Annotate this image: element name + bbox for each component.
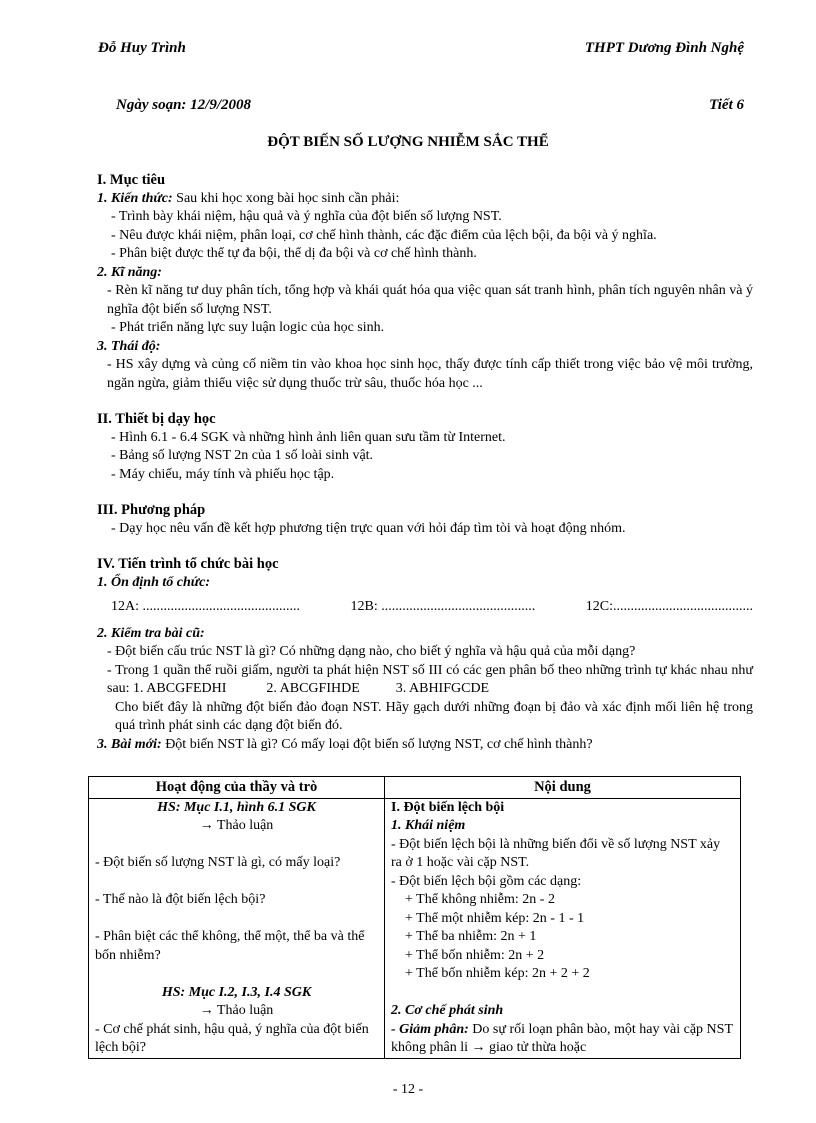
form-item: + Thể bốn nhiễm kép: 2n + 2 + 2 (405, 966, 590, 981)
table-row (89, 798, 741, 1058)
sequence-3: 3. ABHIFGCDE (395, 681, 490, 696)
method-item: - Dạy học nêu vấn đề kết hợp phương tiện trực quan với hỏi đáp tìm tòi và hoạt động nhóm. (111, 520, 626, 536)
content-heading: I. Đột biến lệch bội (391, 799, 505, 815)
section-process-heading: IV. Tiến trình tổ chức bài học (97, 556, 279, 572)
header-school: THPT Dương Đình Nghệ (584, 40, 744, 56)
knowledge-item: - Phân biệt được thể tự đa bội, thể dị đa bội và cơ chế hình thành. (111, 246, 477, 261)
class-attendance (97, 598, 753, 617)
knowledge-item: - Nêu được khái niệm, phân loại, cơ chế hình thành, các đặc điểm của lệch bội, đa bội và ý nghĩa. (111, 227, 657, 243)
question-3: - Phân biệt các thể không, thể một, thể ba và thể bốn nhiễm? (95, 929, 365, 963)
class-12a: 12A: ............................................. (111, 599, 300, 614)
hs-instruction-2: HS: Mục I.2, I.3, I.4 SGK (161, 984, 312, 1000)
section-objectives-heading: I. Mục tiêu (97, 172, 166, 188)
activities-cell (89, 798, 385, 1058)
equipment-item: - Hình 6.1 - 6.4 SGK và những hình ảnh liên quan sưu tầm từ Internet. (111, 429, 506, 445)
check-question-1: - Đột biến cấu trúc NST là gì? Có những dạng nào, cho biết ý nghĩa và hậu quả của mỗi dạng? (107, 644, 636, 659)
equipment-item: - Máy chiếu, máy tính và phiếu học tập. (111, 466, 335, 482)
new-lesson-line: 3. Bài mới: Đột biến NST là gì? Có mấy loại đột biến số lượng NST, cơ chế hình thành? (97, 736, 593, 752)
question-1: - Đột biến số lượng NST là gì, có mấy loại? (95, 855, 341, 870)
skills-item: - Phát triển năng lực suy luận logic của học sinh. (111, 320, 385, 335)
content-cell (385, 798, 741, 1058)
check-question-2: - Trong 1 quần thể ruồi giấm, người ta phát hiện NST số III có các gen phân bố theo những trình tự khác nhau như sau: 1. ABCGFEDHI 2. ABCGFIHDE 3. ABHIFGCDE (97, 662, 753, 699)
class-12b: 12B: ............................................ (350, 599, 536, 614)
form-item: + Thể bốn nhiễm: 2n + 2 (405, 947, 545, 963)
concept-1: - Đột biến lệch bội là những biến đổi về số lượng NST xảy ra ở 1 hoặc vài cặp NST. (391, 836, 721, 870)
section-method-heading: III. Phương pháp (97, 502, 206, 518)
mechanism-label: 2. Cơ chế phát sinh (391, 1003, 504, 1018)
table-header-row (89, 777, 741, 799)
equipment-item: - Bảng số lượng NST 2n của 1 số loài sinh vật. (111, 448, 374, 463)
page-title: ĐỘT BIẾN SỐ LƯỢNG NHIỄM SẮC THỂ (267, 134, 549, 150)
lesson-table (88, 776, 741, 1059)
form-item: + Thể không nhiễm: 2n - 2 (405, 892, 555, 907)
lesson-period: Tiết 6 (709, 97, 744, 113)
question-4: - Cơ chế phát sinh, hậu quả, ý nghĩa của đột biến lệch bội? (95, 1021, 369, 1055)
hs-instruction-1: HS: Mục I.1, hình 6.1 SGK (157, 799, 316, 815)
class-12c: 12C:........................................ (585, 599, 753, 614)
knowledge-item: - Trình bày khái niệm, hậu quả và ý nghĩa của đột biến số lượng NST. (111, 209, 502, 224)
form-item: + Thể ba nhiễm: 2n + 1 (405, 929, 537, 944)
prep-date: Ngày soạn: 12/9/2008 (116, 97, 251, 113)
table-header-content: Nội dung (385, 777, 741, 799)
meiosis-line: - Giảm phân: Do sự rối loạn phân bào, một hay vài cặp NST không phân li → giao tử thừa hoặc (391, 1021, 733, 1055)
skills-label: 2. Kĩ năng: (97, 264, 162, 280)
sequence-2: 2. ABCGFIHDE (266, 681, 360, 696)
table-header-activities: Hoạt động của thầy và trò (89, 777, 385, 799)
header-author: Đỗ Huy Trình (98, 40, 186, 56)
attitude-item: - HS xây dựng và củng cố niềm tin vào khoa học sinh học, thấy được tính cấp thiết trong việc bảo vệ môi trường, ngăn ngừa, giảm thiểu việc sử dụng thuốc trừ sâu, thuốc hóa học ... (107, 357, 753, 391)
check-question-3: Cho biết đây là những đột biến đảo đoạn NST. Hãy gạch dưới những đoạn bị đảo và xác định mối liên hệ trong quá trình phát sinh các dạng đột biến đó. (115, 699, 753, 733)
discuss-1: → Thảo luận (199, 818, 274, 833)
question-2: - Thế nào là đột biến lệch bội? (95, 892, 266, 907)
document-body (97, 171, 753, 754)
attitude-label: 3. Thái độ: (97, 338, 161, 354)
concept-2: - Đột biến lệch bội gồm các dạng: (391, 873, 582, 889)
skills-item: - Rèn kĩ năng tư duy phân tích, tổng hợp và khái quát hóa qua việc quan sát tranh hình, phân tích nguyên nhân và ý nghĩa đột biến số lượng NST. (107, 283, 753, 317)
knowledge-line: 1. Kiến thức: Sau khi học xong bài học sinh cần phải: (97, 190, 400, 206)
page-number: - 12 - (392, 1082, 424, 1097)
section-equipment-heading: II. Thiết bị dạy học (97, 411, 216, 427)
concept-label: 1. Khái niệm (391, 818, 466, 833)
form-item: + Thể một nhiễm kép: 2n - 1 - 1 (405, 910, 585, 926)
check-label: 2. Kiểm tra bài cũ: (97, 625, 205, 641)
discuss-2: → Thảo luận (199, 1003, 274, 1018)
organization-label: 1. Ổn định tổ chức: (97, 574, 211, 590)
